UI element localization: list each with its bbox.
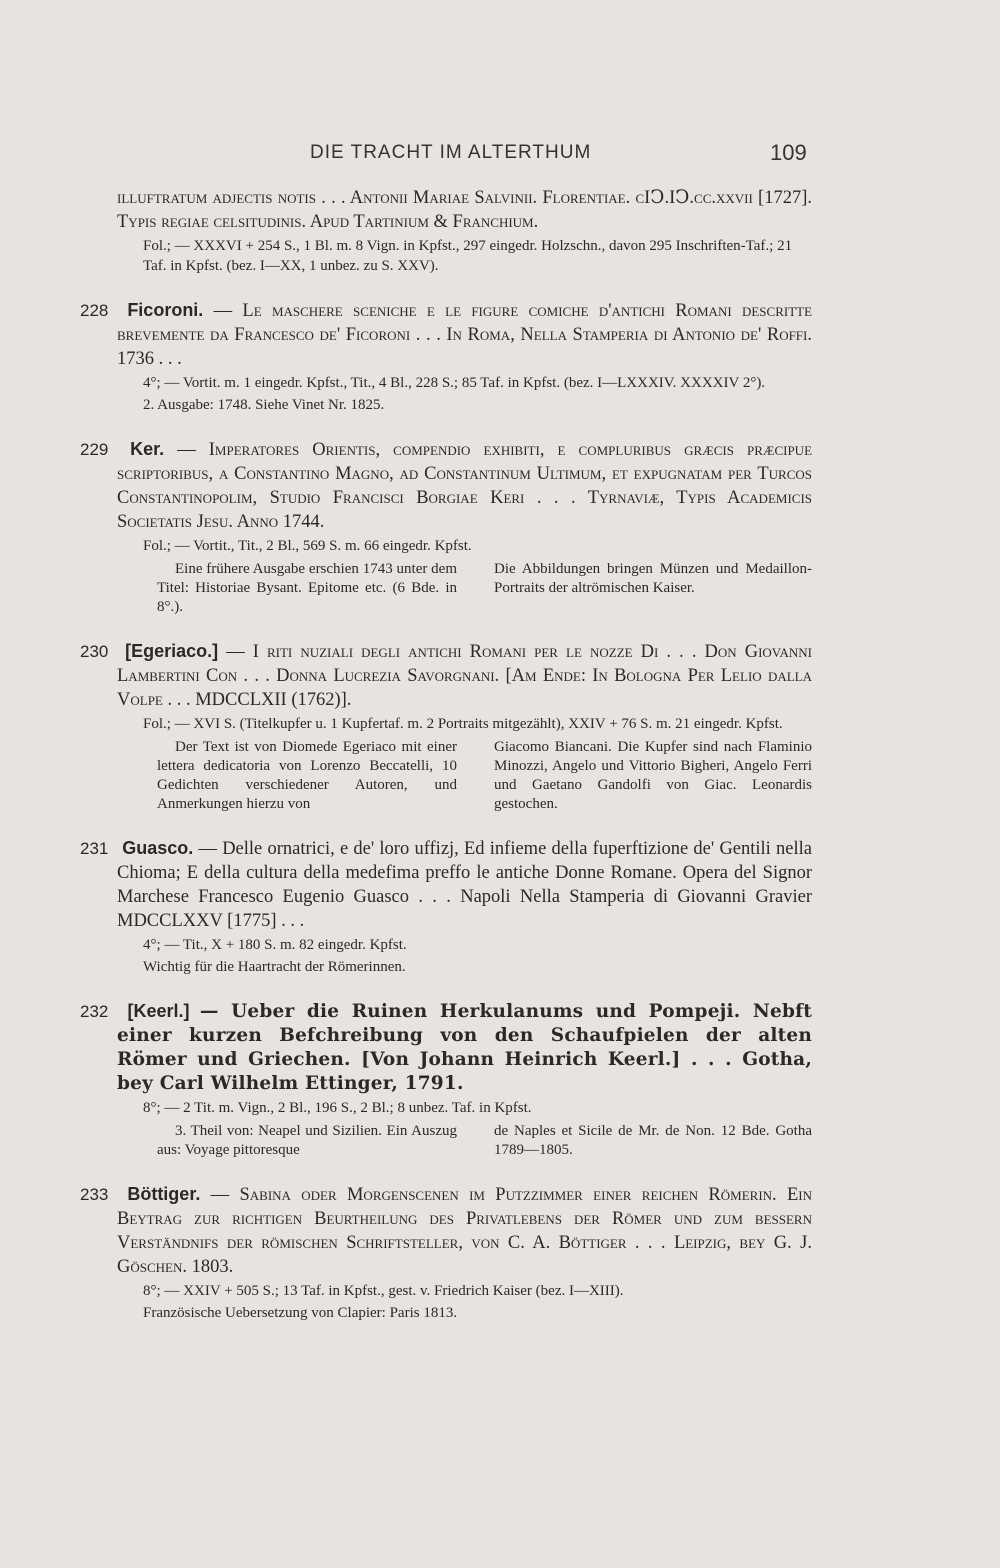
entry-title: — Imperatores Orientis, compendio exhibiti, e compluribus græcis præcipue scriptoribus, a Constantino Magno, ad Constantinum Ultimum, et expugnatam per Turcos Constantinopolim, Studio Francisci Borgiae Keri . . . Tyrnaviæ, Typis Academicis Societatis Jesu. Anno 1744.: [117, 440, 813, 532]
entry-author: Ficoroni.: [127, 300, 204, 320]
entry-note-right: Giacomo Biancani. Die Kupfer sind nach Flaminio Minozzi, Angelo und Vittorio Bigheri, Angelo Ferri und Gaetano Gandolfi von Giac. Leonardis gestochen.: [494, 739, 812, 812]
entry-number: 233: [80, 1185, 109, 1204]
entry-title: — Le maschere sceniche e le figure comiche d'antichi Romani descritte brevemente da Francesco de' Ficoroni . . . In Roma, Nella Stamperia di Antonio de' Roffi. 1736 . . .: [117, 301, 813, 369]
page-header: [0, 140, 1000, 170]
bibliography-list: [80, 186, 813, 1345]
entry-heading: [80, 1182, 813, 1279]
entry-note-right: Die Abbildungen bringen Münzen und Medaillon-Portraits der altrömischen Kaiser.: [494, 561, 812, 596]
entry-231: [80, 836, 812, 977]
entry-number: 229: [80, 440, 109, 459]
entry-number: 228: [80, 301, 109, 320]
entry-author: [Keerl.]: [127, 1001, 190, 1021]
entry-title: — Ueber die Ruinen Herkulanums und Pompeji. Nebft einer kurzen Befchreibung von den Schaufpielen der alten Römer und Griechen. [Von Johann Heinrich Keerl.] . . . Gotha, bey Carl Wilhelm Ettinger, 1791.: [117, 1001, 813, 1094]
entry-title: illuftratum adjectis notis . . . Antonii Mariae Salvinii. Florentiae. cIↃ.IↃ.cc.xxvii [1727]. Typis regiae celsitudinis. Apud Tartinium & Franchium.: [117, 188, 812, 232]
entry-number: 230: [80, 642, 109, 661]
entry-heading: [80, 437, 813, 534]
entry-note-right: de Naples et Sicile de Mr. de Non. 12 Bde. Gotha 1789—1805.: [494, 1123, 812, 1158]
entry-228: [80, 298, 813, 415]
entry-collation: 4°; — Tit., X + 180 S. m. 82 eingedr. Kpfst.: [143, 937, 407, 953]
entry-note: 2. Ausgabe: 1748. Siehe Vinet Nr. 1825.: [143, 397, 385, 413]
entry-note: Französische Uebersetzung von Clapier: Paris 1813.: [143, 1305, 458, 1321]
entry-note-left: Eine frühere Ausgabe erschien 1743 unter dem Titel: Historiae Bysant. Epitome etc. (6 Bde. in 8°.).: [157, 561, 457, 615]
entry-author: Ker.: [130, 439, 165, 459]
entry-collation: Fol.; — XXXVI + 254 S., 1 Bl. m. 8 Vign. in Kpfst., 297 eingedr. Holzschn., davon 295 Inschriften-Taf.; 21 Taf. in Kpfst. (bez. I—XX, 1 unbez. zu S. XXV).: [143, 238, 793, 274]
entry-author: Böttiger.: [127, 1184, 201, 1204]
entry-note-left: 3. Theil von: Neapel und Sizilien. Ein Auszug aus: Voyage pittoresque: [157, 1123, 457, 1158]
entry-233: [80, 1182, 813, 1323]
entry-heading: [80, 298, 813, 371]
entry-number: 231: [80, 839, 109, 858]
entry-note: Wichtig für die Haartracht der Römerinnen.: [143, 959, 406, 975]
entry-author: [Egeriaco.]: [125, 641, 219, 661]
entry-collation: Fol.; — XVI S. (Titelkupfer u. 1 Kupfertaf. m. 2 Portraits mitgezählt), XXIV + 76 S. m. 21 eingedr. Kpfst.: [143, 716, 783, 732]
page-number: 109: [770, 140, 807, 165]
entry-230: [80, 639, 813, 814]
entry-229: [80, 437, 813, 617]
entry-title: — Sabina oder Morgenscenen im Putzzimmer einer reichen Römerin. Ein Beytrag zur richtigen Beurtheilung des Privatlebens der Römer und zum bessern Verständnifs der römischen Schriftsteller, von C. A. Böttiger . . . Leipzig, bey G. J. Göschen. 1803.: [117, 1185, 813, 1277]
entry-collation: Fol.; — Vortit., Tit., 2 Bl., 569 S. m. 66 eingedr. Kpfst.: [143, 538, 472, 554]
entry-number: 232: [80, 1002, 109, 1021]
entry-notes: [117, 560, 812, 617]
entry-collation: 4°; — Vortit. m. 1 eingedr. Kpfst., Tit., 4 Bl., 228 S.; 85 Taf. in Kpfst. (bez. I—LXXXIV. XXXXIV 2°).: [143, 375, 766, 391]
entry-notes: [117, 738, 812, 814]
entry-collation: 8°; — XXIV + 505 S.; 13 Taf. in Kpfst., gest. v. Friedrich Kaiser (bez. I—XIII).: [143, 1283, 624, 1299]
entry-title: — I riti nuziali degli antichi Romani per le nozze Di . . . Don Giovanni Lambertini Con . . . Donna Lucrezia Savorgnani. [Am Ende: In Bologna Per Lelio dalla Volpe . . . MDCCLXII (1762)].: [117, 642, 813, 710]
entry-heading: [80, 999, 813, 1096]
entry-heading: [80, 639, 813, 712]
entry-notes: [117, 1122, 812, 1160]
entry-collation: 8°; — 2 Tit. m. Vign., 2 Bl., 196 S., 2 Bl.; 8 unbez. Taf. in Kpfst.: [143, 1100, 532, 1116]
entry-heading: [80, 836, 812, 933]
entry-title: — Delle ornatrici, e de' loro uffizj, Ed infieme della fuperftizione de' Gentili nella Chioma; E della cultura della medefima preffo le antiche Donne Romane. Opera del Signor Marchese Francesco Eugenio Guasco . . . Napoli Nella Stamperia di Giovanni Gravier MDCCLXXV [1775] . . .: [117, 839, 812, 931]
entry-232: [80, 999, 813, 1160]
entry-note-left: Der Text ist von Diomede Egeriaco mit einer lettera dedicatoria von Lorenzo Beccatelli, 10 Gedichten verschiedener Autoren, und Anmerkungen hierzu von: [157, 739, 457, 812]
running-title: DIE TRACHT IM ALTERTHUM: [310, 142, 592, 163]
entry-continuation: [117, 186, 812, 276]
entry-author: Guasco.: [122, 838, 194, 858]
